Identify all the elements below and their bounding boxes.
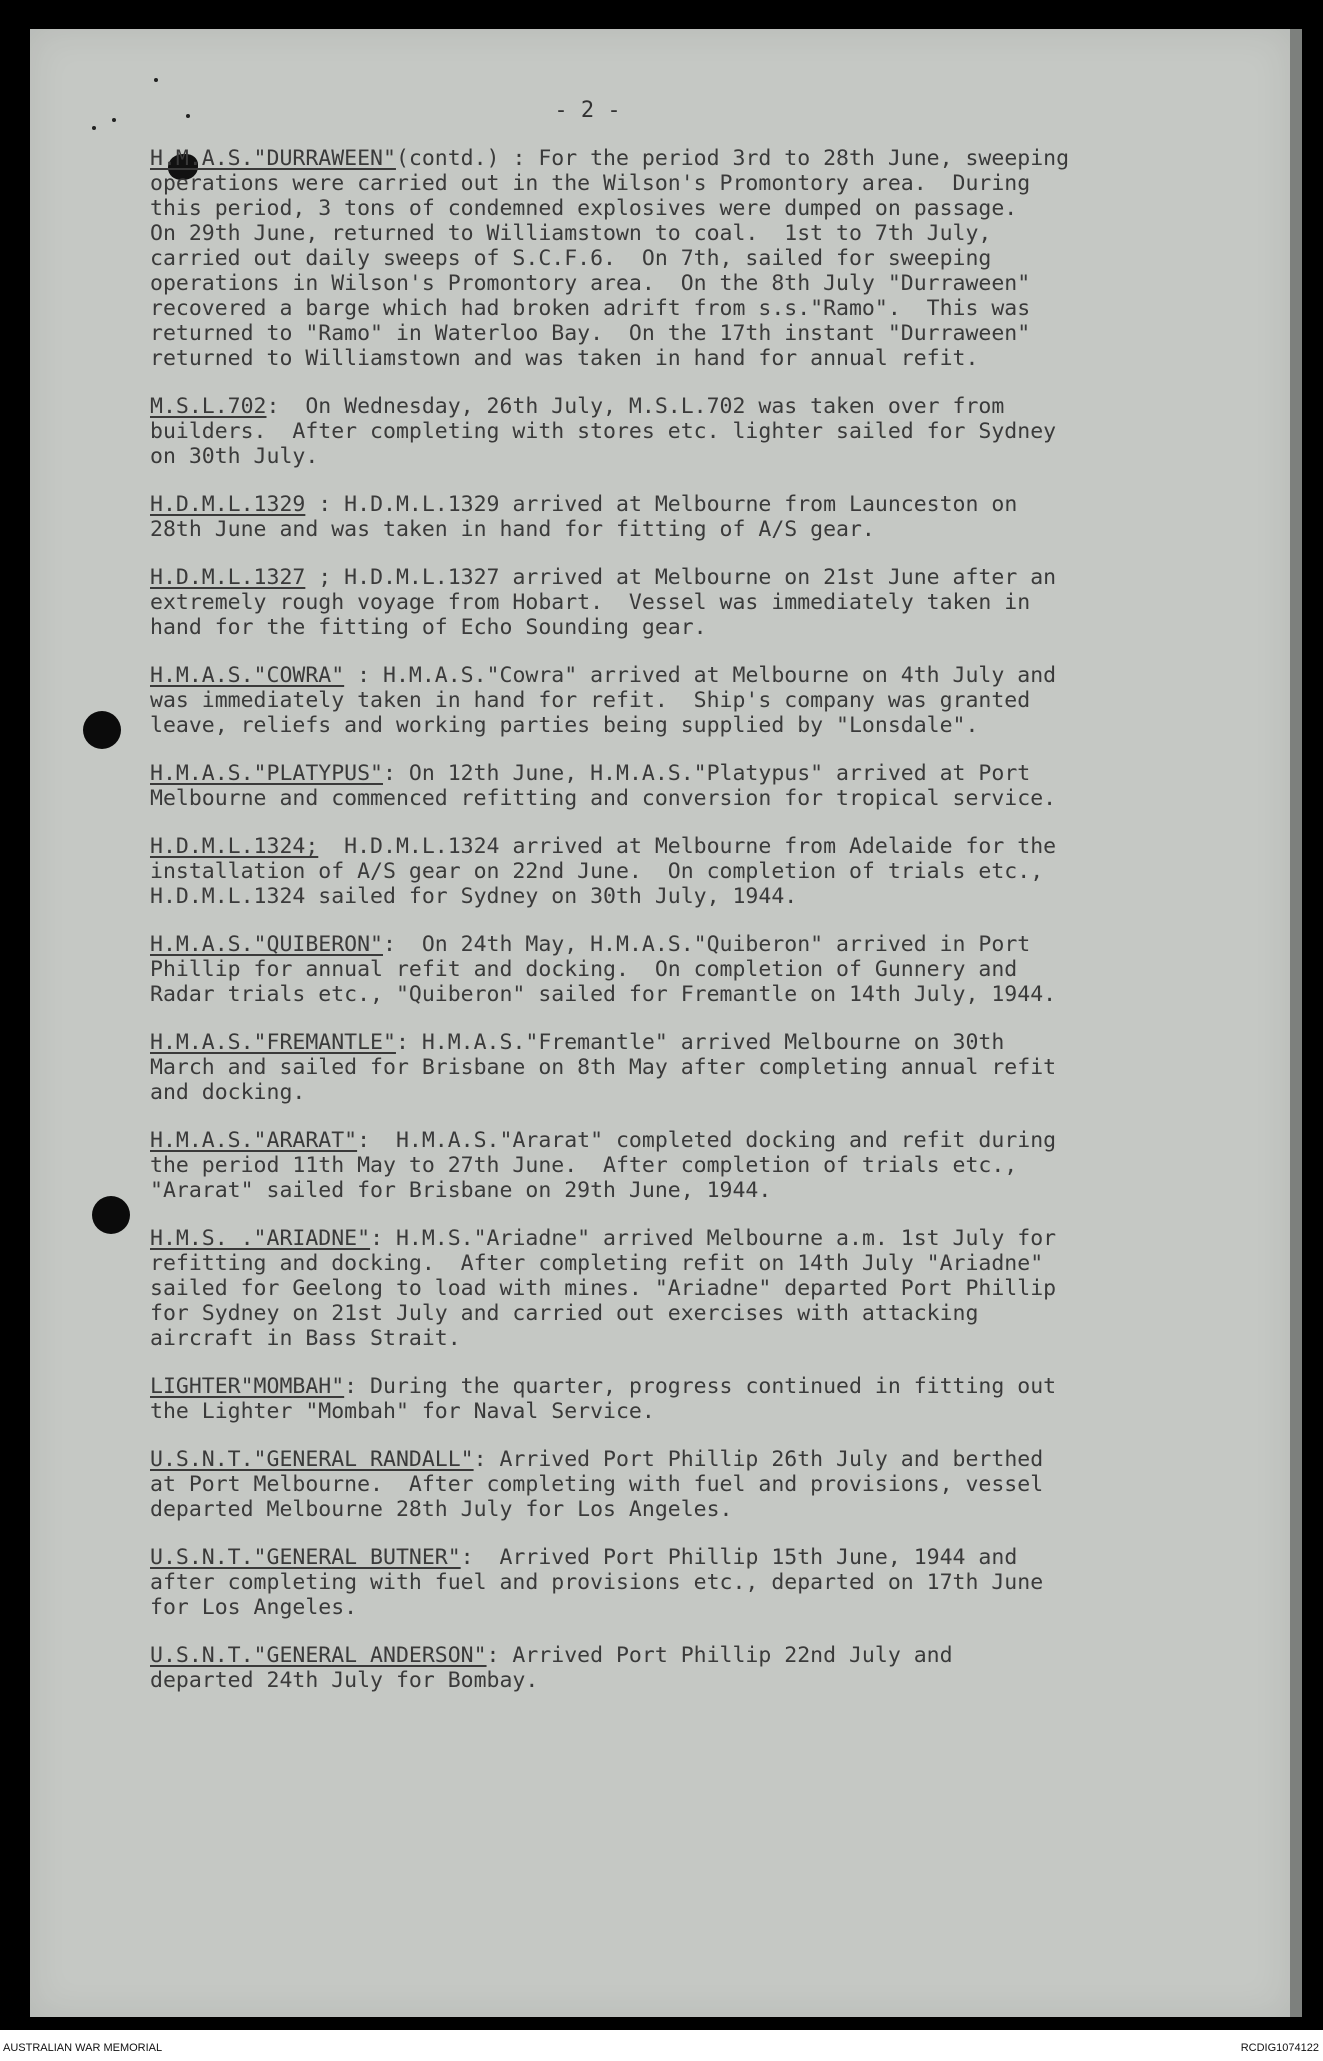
entry-hdml1329 — [150, 492, 1240, 542]
entry-heading: H.D.M.L.1324; — [150, 834, 319, 859]
document-body — [150, 146, 1240, 1716]
entry-text: : On 24th May, H.M.A.S."Quiberon" arrived in Port Phillip for annual refit and docking. On completion of Gunnery and Radar trials etc., "Quiberon" sailed for Fremantle on 14th July, 1944. — [150, 932, 1057, 1007]
entry-general-randall — [150, 1447, 1240, 1522]
entry-hdml1327 — [150, 565, 1240, 640]
entry-general-butner — [150, 1545, 1240, 1620]
entry-text: : H.M.A.S."Fremantle" arrived Melbourne on 30th March and sailed for Brisbane on 8th May after completing annual refit and docking. — [150, 1030, 1057, 1105]
entry-heading: H.M.A.S."QUIBERON" — [150, 932, 383, 957]
entry-heading: H.M.A.S."ARARAT" — [150, 1128, 358, 1153]
entry-text: : During the quarter, progress continued in fitting out the Lighter "Mombah" for Naval Service. — [150, 1374, 1057, 1424]
entry-heading: H.M.A.S."DURRAWEEN" — [150, 146, 396, 171]
entry-text: : H.M.S."Ariadne" arrived Melbourne a.m. 1st July for refitting and docking. After completing refit on 14th July "Ariadne" sailed for Geelong to load with mines. "Ariadne" departed Port Phillip for Sydney on 21st July and carried out exercises with attacking aircraft in Bass Strait. — [150, 1226, 1057, 1351]
entry-mombah — [150, 1374, 1240, 1424]
entry-text: : Arrived Port Phillip 15th June, 1944 and after completing with fuel and provisions etc., departed on 17th June for Los Angeles. — [150, 1545, 1044, 1620]
entry-heading: H.M.A.S."COWRA" — [150, 663, 345, 688]
entry-text: : H.M.A.S."Cowra" arrived at Melbourne on 4th July and was immediately taken in hand for refit. Ship's company was granted leave, reliefs and working parties being supplied by "Lonsdale". — [150, 663, 1057, 738]
page-number: - 2 - — [554, 98, 621, 123]
paper-speck — [154, 78, 158, 82]
entry-heading: LIGHTER"MOMBAH" — [150, 1374, 345, 1399]
entry-text: : Arrived Port Phillip 26th July and berthed at Port Melbourne. After completing with fuel and provisions, vessel departed Melbourne 28th July for Los Angeles. — [150, 1447, 1044, 1522]
page-edge — [1290, 29, 1302, 2017]
entry-text: : On 12th June, H.M.A.S."Platypus" arrived at Port Melbourne and commenced refitting and conversion for tropical service. — [150, 761, 1057, 811]
entry-text: : Arrived Port Phillip 22nd July and departed 24th July for Bombay. — [150, 1643, 953, 1693]
entry-heading: H.M.A.S."PLATYPUS" — [150, 761, 383, 786]
entry-hdml1324 — [150, 834, 1240, 909]
entry-heading: U.S.N.T."GENERAL RANDALL" — [150, 1447, 474, 1472]
entry-ararat — [150, 1128, 1240, 1203]
entry-platypus — [150, 761, 1240, 811]
entry-text: H.D.M.L.1324 arrived at Melbourne from Adelaide for the installation of A/S gear on 22nd June. On completion of trials etc., H.D.M.L.1324 sailed for Sydney on 30th July, 1944. — [150, 834, 1057, 909]
entry-heading: M.S.L.702 — [150, 394, 267, 419]
entry-heading: U.S.N.T."GENERAL ANDERSON" — [150, 1643, 487, 1668]
punch-hole — [83, 711, 121, 749]
entry-text: : H.D.M.L.1329 arrived at Melbourne from Launceston on 28th June and was taken in hand for fitting of A/S gear. — [150, 492, 1018, 542]
entry-msl702 — [150, 394, 1240, 469]
entry-text: : H.M.A.S."Ararat" completed docking and refit during the period 11th May to 27th June. After completion of trials etc., "Ararat" sailed for Brisbane on 29th June, 1944. — [150, 1128, 1057, 1203]
entry-heading: H.D.M.L.1329 — [150, 492, 306, 517]
entry-heading: H.D.M.L.1327 — [150, 565, 306, 590]
archive-reference: RCDIG1074122 — [1240, 2042, 1319, 2054]
entry-text: ; H.D.M.L.1327 arrived at Melbourne on 21st June after an extremely rough voyage from Hobart. Vessel was immediately taken in hand for the fitting of Echo Sounding gear. — [150, 565, 1057, 640]
entry-durraween — [150, 146, 1240, 371]
archive-footer — [0, 2030, 1323, 2061]
entry-cowra — [150, 663, 1240, 738]
punch-hole — [92, 1196, 130, 1234]
entry-heading: U.S.N.T."GENERAL BUTNER" — [150, 1545, 461, 1570]
entry-quiberon — [150, 932, 1240, 1007]
entry-heading: H.M.S. ."ARIADNE" — [150, 1226, 371, 1251]
archive-name: AUSTRALIAN WAR MEMORIAL — [3, 2042, 163, 2054]
entry-ariadne — [150, 1226, 1240, 1351]
entry-text: : On Wednesday, 26th July, M.S.L.702 was taken over from builders. After completing with stores etc. lighter sailed for Sydney on 30th July. — [150, 394, 1057, 469]
paper-speck — [92, 126, 96, 130]
entry-heading: H.M.A.S."FREMANTLE" — [150, 1030, 396, 1055]
entry-fremantle — [150, 1030, 1240, 1105]
entry-general-anderson — [150, 1643, 1240, 1693]
entry-text: (contd.) : For the period 3rd to 28th June, sweeping operations were carried out in the Wilson's Promontory area. During this period, 3 tons of condemned explosives were dumped on passage. On 29th June, returned to Williamstown to coal. 1st to 7th July, carried out daily sweeps of S.C.F.6. On 7th, sailed for sweeping operations in Wilson's Promontory area. On the 8th July "Durraween" recovered a barge which had broken adrift from s.s."Ramo". This was returned to "Ramo" in Waterloo Bay. On the 17th instant "Durraween" returned to Williamstown and was taken in hand for annual refit. — [150, 146, 1070, 371]
